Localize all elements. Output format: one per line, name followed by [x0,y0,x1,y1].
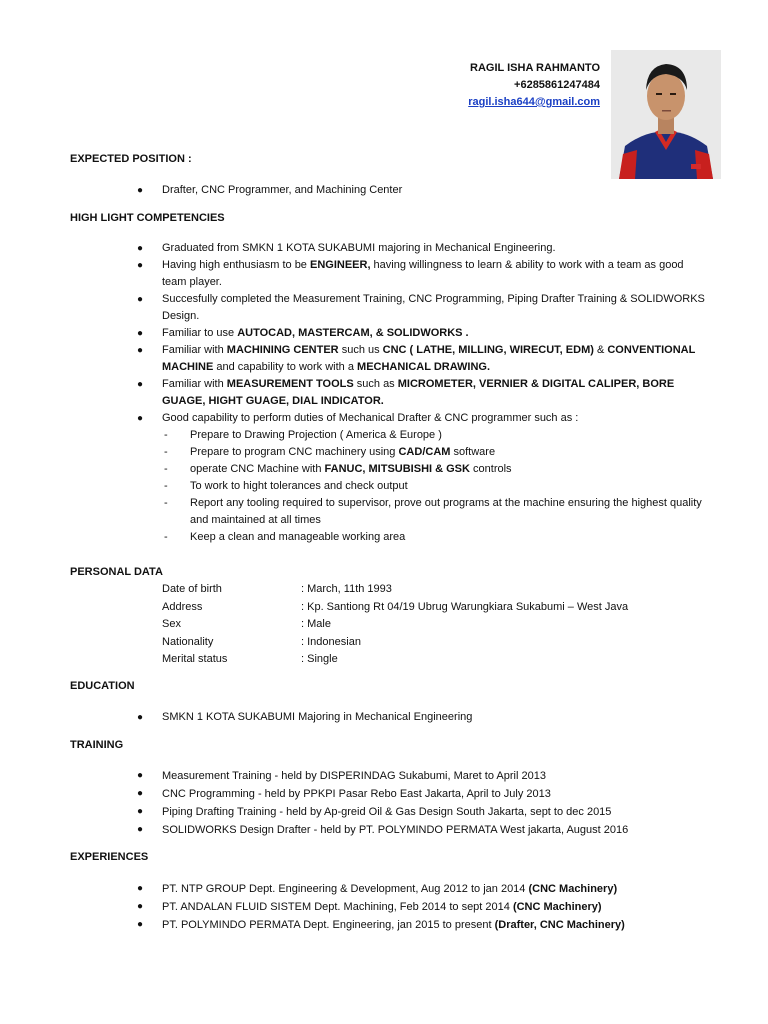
list-item-text [162,410,707,427]
text-fragment: software [450,446,496,458]
competency-item [137,410,707,546]
bold-text: (CNC Machinery) [528,883,618,895]
competency-item [137,342,707,376]
list-item-text: CNC Programming - held by PPKPI Pasar Rebo East Jakarta, April to July 2013 [162,788,551,800]
list-item-text [162,342,707,376]
dash-icon: - [164,480,168,492]
list-item-text: Piping Drafting Training - held by Ap-greid Oil & Gas Design South Jakarta, sept to dec 2015 [162,806,612,818]
bold-text: (CNC Machinery) [512,901,602,913]
bold-text: ENGINEER, [309,259,371,271]
list-item-text [162,240,707,257]
bold-text: MICROMETER, VERNIER & DIGITAL CALIPER, BORE GUAGE, HIGHT GUAGE, DIAL INDICATOR. [162,378,675,407]
bullet-icon: ● [137,919,144,930]
text-fragment: controls [469,463,512,475]
education-heading: EDUCATION [70,680,135,692]
bullet-icon: ● [137,824,144,835]
sub-list [164,427,707,546]
competency-item [137,291,707,325]
personal-data-value: : Kp. Santiong Rt 04/19 Ubrug Warungkiara Sukabumi – West Java [301,600,629,613]
dash-icon: - [164,446,168,458]
list-item-text [162,376,707,410]
training-item [137,767,707,785]
list-item-text [162,898,707,916]
training-heading: TRAINING [70,739,124,751]
personal-data-row [162,651,628,669]
sub-list-item [164,529,707,546]
bullet-icon: ● [137,712,144,723]
contact-header [468,60,600,111]
bullet-icon: ● [137,883,144,894]
personal-data-row [162,634,628,652]
text-fragment: operate CNC Machine with [190,463,325,475]
position-item [137,182,707,199]
email-link[interactable]: ragil.isha644@gmail.com [468,96,600,108]
text-fragment: Having high enthusiasm to be [162,259,310,271]
training-list [137,767,707,839]
bold-text: FANUC, MITSUBISHI & GSK [324,463,470,475]
sub-list-item [164,478,707,495]
dash-icon: - [164,463,168,475]
list-item-text: SOLIDWORKS Design Drafter - held by PT. POLYMINDO PERMATA West jakarta, August 2016 [162,824,629,836]
competencies-heading: HIGH LIGHT COMPETENCIES [70,212,225,224]
expected-position-heading: EXPECTED POSITION : [70,153,192,165]
text-fragment: Report any tooling required to supervisor, prove out programs at the machine ensuring the highest quality and maintained at all times [190,497,702,526]
text-fragment: such us [338,344,383,356]
text-fragment: To work to hight tolerances and check output [190,480,408,492]
competency-item [137,376,707,410]
dash-icon: - [164,531,168,543]
text-fragment: such as [353,378,398,390]
text-fragment: and capability to work with a [213,361,358,373]
bold-text: (Drafter, CNC Machinery) [494,919,625,931]
text-fragment: & [593,344,608,356]
personal-data-row [162,581,628,599]
list-item-text [162,916,707,934]
bold-text: CNC ( LATHE, MILLING, WIRECUT, EDM) [382,344,594,356]
text-fragment: Prepare to Drawing Projection ( America & Europe ) [190,429,442,441]
list-item-text: Measurement Training - held by DISPERINDAG Sukabumi, Maret to April 2013 [162,770,546,782]
personal-data-heading: PERSONAL DATA [70,566,163,578]
personal-data-value: : Indonesian [301,635,361,648]
bullet-icon: ● [137,806,144,817]
personal-data-label: Date of birth [162,583,222,595]
personal-data-label: Address [162,600,203,613]
experience-item [137,898,707,916]
list-item-text: SMKN 1 KOTA SUKABUMI Majoring in Mechanical Engineering [162,711,473,723]
experiences-heading: EXPERIENCES [70,851,149,863]
text-fragment: Good capability to perform duties of Mechanical Drafter & CNC programmer such as : [162,412,579,424]
bullet-icon: ● [137,294,144,305]
text-fragment: PT. ANDALAN FLUID SISTEM Dept. Machining, Feb 2014 to sept 2014 [162,901,513,913]
personal-data-label: Merital status [162,653,228,665]
text-fragment: Graduated from SMKN 1 KOTA SUKABUMI majoring in Mechanical Engineering. [162,242,556,254]
phone-number: +6285861247484 [514,79,600,91]
experience-item [137,916,707,934]
bullet-icon: ● [137,901,144,912]
list-item-text [162,880,707,898]
education-item [137,709,707,726]
bullet-icon: ● [137,413,144,424]
competency-item [137,257,707,291]
text-fragment: Prepare to program CNC machinery using [190,446,399,458]
bullet-icon: ● [137,185,144,196]
bold-text: MEASUREMENT TOOLS [226,378,354,390]
bold-text: MACHINING CENTER [226,344,339,356]
text-fragment: having willingness to learn & ability to work with a team as good team player. [162,259,684,288]
candidate-name: RAGIL ISHA RAHMANTO [470,62,600,74]
list-item-text: Drafter, CNC Programmer, and Machining Center [162,184,403,196]
list-item-text [162,291,707,325]
list-item-text [162,257,707,291]
bold-text: AUTOCAD, MASTERCAM, & SOLIDWORKS . [237,327,469,339]
sub-list-item [164,427,707,444]
training-item [137,821,707,839]
personal-data-table [162,581,628,669]
text-fragment: Familiar with [162,344,227,356]
competency-item [137,240,707,257]
personal-data-row [162,616,628,634]
bullet-icon: ● [137,243,144,254]
training-item [137,785,707,803]
personal-data-value: : March, 11th 1993 [301,583,392,595]
bold-text: CAD/CAM [398,446,451,458]
bold-text: CONVENTIONAL MACHINE [162,344,696,373]
sub-list-item [164,495,707,529]
bold-text: MECHANICAL DRAWING. [357,361,491,373]
bullet-icon: ● [137,260,144,271]
expected-position-list [137,182,707,199]
training-item [137,803,707,821]
personal-data-value: : Single [301,653,338,665]
text-fragment: Familiar with [162,378,227,390]
dash-icon: - [164,429,168,441]
bullet-icon: ● [137,770,144,781]
list-item-text [162,325,707,342]
text-fragment: PT. NTP GROUP Dept. Engineering & Development, Aug 2012 to jan 2014 [162,883,529,895]
sub-list-item [164,444,707,461]
experience-item [137,880,707,898]
personal-data-label: Nationality [162,635,214,648]
bullet-icon: ● [137,345,144,356]
personal-data-value: : Male [301,618,331,630]
profile-photo [611,50,721,179]
text-fragment: Familiar to use [162,327,238,339]
education-list [137,709,707,726]
bullet-icon: ● [137,788,144,799]
sub-list-item [164,461,707,478]
text-fragment: PT. POLYMINDO PERMATA Dept. Engineering, jan 2015 to present [162,919,495,931]
bullet-icon: ● [137,328,144,339]
competency-item [137,325,707,342]
bullet-icon: ● [137,379,144,390]
personal-data-row [162,599,628,617]
text-fragment: Succesfully completed the Measurement Training, CNC Programming, Piping Drafter Training & SOLIDWORKS Design. [162,293,705,322]
text-fragment: Keep a clean and manageable working area [190,531,406,543]
experiences-list [137,880,707,934]
competencies-list [137,240,707,546]
personal-data-label: Sex [162,618,181,630]
dash-icon: - [164,497,168,509]
